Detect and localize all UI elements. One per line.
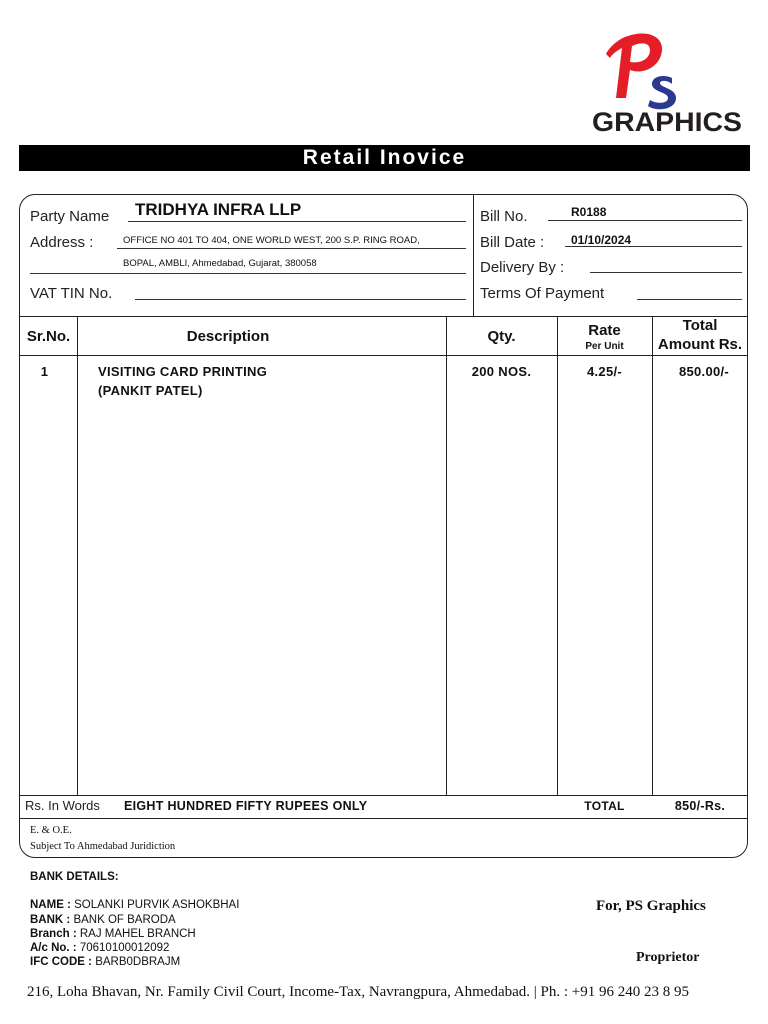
bank-acno-row <box>30 942 169 954</box>
address-line1: OFFICE NO 401 TO 404, ONE WORLD WEST, 200 S.P. RING ROAD, <box>123 235 420 246</box>
table-top-line <box>20 316 747 317</box>
terms-underline <box>637 299 742 300</box>
bank-ifc-value: BARB0DBRAJM <box>95 956 181 968</box>
address-underline1 <box>117 248 466 249</box>
bank-bank-label: BANK : <box>30 914 71 926</box>
col-divider-1 <box>77 316 78 795</box>
bank-ifc-label: IFC CODE : <box>30 956 92 968</box>
address-line2: BOPAL, AMBLI, Ahmedabad, Gujarat, 380058 <box>123 258 317 269</box>
row-description-line2: (PANKIT PATEL) <box>98 383 203 398</box>
bill-no-underline <box>548 220 742 221</box>
words-row-line <box>20 818 747 819</box>
total-value: 850/-Rs. <box>674 799 726 813</box>
address-label: Address : <box>30 234 94 251</box>
total-label: TOTAL <box>584 799 625 813</box>
bill-no-value: R0188 <box>571 205 607 219</box>
table-bottom-line <box>20 795 747 796</box>
logo-brand-text: GRAPHICS <box>592 107 742 137</box>
proprietor-label: Proprietor <box>636 950 700 965</box>
bank-branch-label: Branch : <box>30 928 77 940</box>
bill-date-value: 01/10/2024 <box>571 233 632 247</box>
bill-no-label: Bill No. <box>480 208 528 225</box>
header-rate: Rate <box>588 322 621 339</box>
delivery-underline <box>590 272 742 273</box>
ps-graphics-logo <box>590 28 746 138</box>
bank-name-row <box>30 899 239 911</box>
bank-heading: BANK DETAILS: <box>30 871 119 883</box>
col-divider-4 <box>652 316 653 795</box>
bill-date-underline <box>565 246 742 247</box>
p-letter <box>606 33 662 98</box>
bank-branch-row <box>30 928 196 940</box>
header-description: Description <box>186 328 270 345</box>
row-rate: 4.25/- <box>586 364 623 379</box>
for-company-label: For, PS Graphics <box>596 898 706 914</box>
s-letter <box>648 76 676 109</box>
invoice-frame <box>19 194 748 858</box>
table-header-line <box>20 355 747 356</box>
vat-label: VAT TIN No. <box>30 285 113 302</box>
header-rate-sub: Per Unit <box>585 341 624 352</box>
address-underline2 <box>30 273 466 274</box>
party-name-label: Party Name <box>30 208 110 225</box>
bank-branch-value: RAJ MAHEL BRANCH <box>79 928 196 940</box>
vat-underline <box>135 299 466 300</box>
col-divider-2 <box>446 316 447 795</box>
bank-bank-value: BANK OF BARODA <box>73 914 176 926</box>
header-srno: Sr.No. <box>26 328 71 345</box>
row-qty: 200 NOS. <box>471 364 532 379</box>
jurisdiction-note: Subject To Ahmedabad Juridiction <box>30 841 176 852</box>
header-total-line2: Amount Rs. <box>657 336 743 353</box>
invoice-title: Retail Inovice <box>19 145 750 171</box>
words-value: EIGHT HUNDRED FIFTY RUPEES ONLY <box>124 799 368 813</box>
header-divider <box>473 195 474 316</box>
delivery-label: Delivery By : <box>480 259 565 276</box>
bank-bank-row <box>30 914 176 926</box>
bank-acno-label: A/c No. : <box>30 942 77 954</box>
party-name-underline <box>128 221 466 222</box>
row-description-line1: VISITING CARD PRINTING <box>98 364 268 379</box>
bank-ifc-row <box>30 956 180 968</box>
words-label: Rs. In Words <box>25 798 100 813</box>
party-name-value: TRIDHYA INFRA LLP <box>135 200 302 219</box>
terms-label: Terms Of Payment <box>480 285 605 302</box>
row-srno: 1 <box>40 364 49 379</box>
col-divider-3 <box>557 316 558 795</box>
header-qty: Qty. <box>487 328 516 345</box>
bank-name-value: SOLANKI PURVIK ASHOKBHAI <box>74 899 240 911</box>
row-amount: 850.00/- <box>678 364 730 379</box>
bill-date-label: Bill Date : <box>480 234 545 251</box>
company-address-footer: 216, Loha Bhavan, Nr. Family Civil Court, Income-Tax, Navrangpura, Ahmedabad. | Ph. : +91 96 240 23 8 95 <box>27 984 689 1000</box>
bank-acno-value: 70610100012092 <box>79 942 170 954</box>
bank-name-label: NAME : <box>30 899 71 911</box>
ps-logo-mark <box>590 28 746 138</box>
eoe-note: E. & O.E. <box>30 825 72 836</box>
header-total-line1: Total <box>682 317 718 334</box>
